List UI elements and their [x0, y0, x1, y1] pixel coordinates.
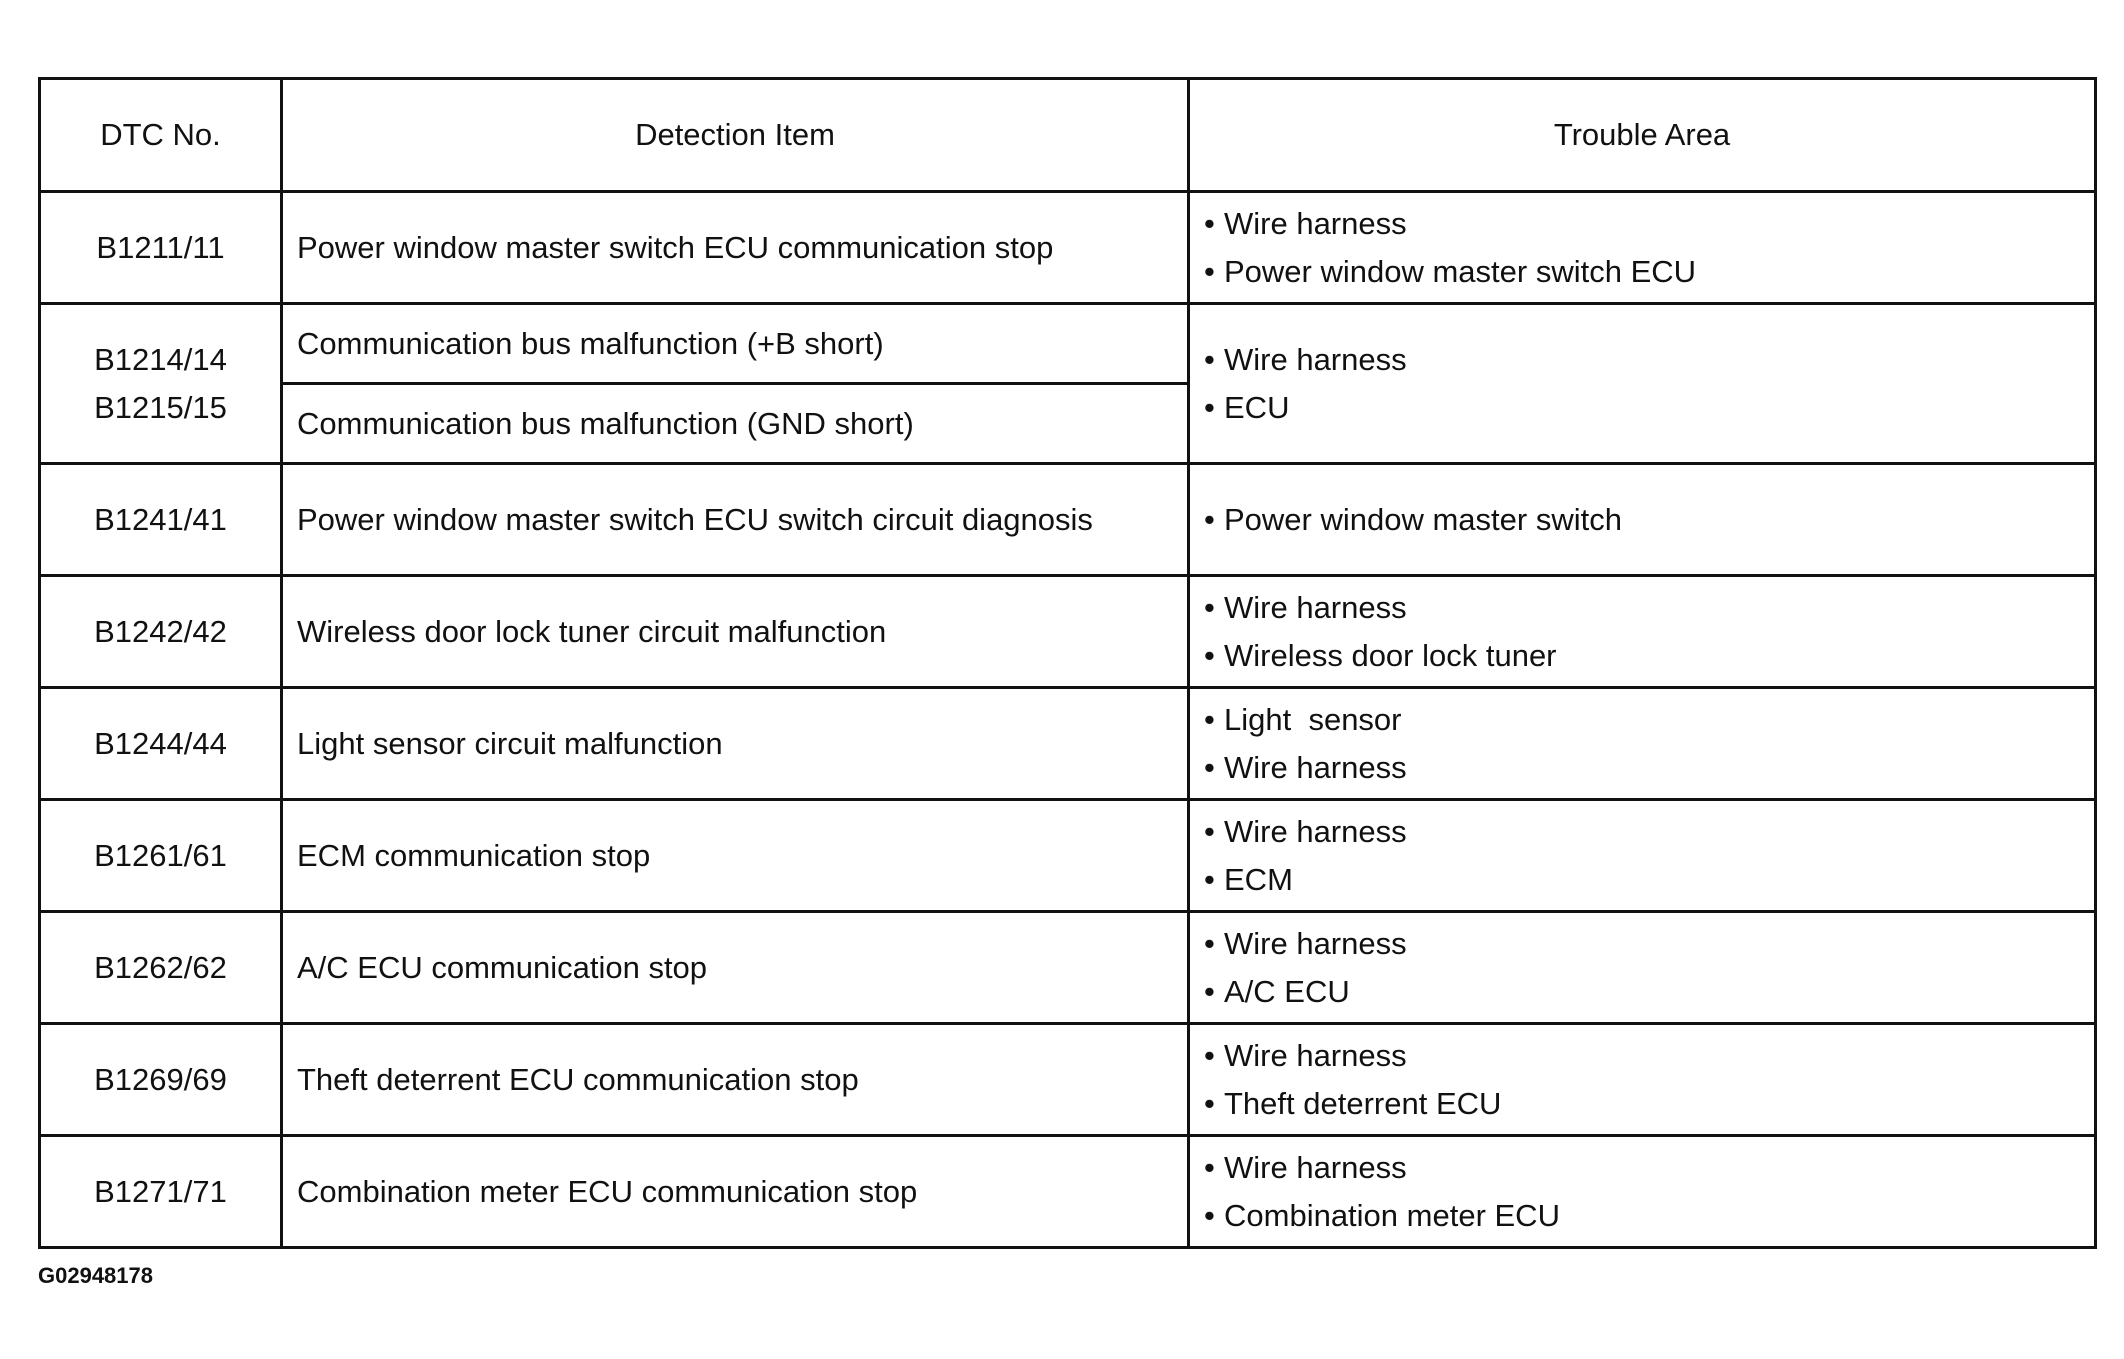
dtc-code: B1244/44	[40, 688, 282, 800]
trouble-area-item: • Wire harness	[1204, 200, 2094, 248]
detection-item: Communication bus malfunction (+B short)	[282, 304, 1189, 384]
detection-item: A/C ECU communication stop	[282, 912, 1189, 1024]
detection-item: Light sensor circuit malfunction	[282, 688, 1189, 800]
trouble-area	[1189, 1136, 2096, 1248]
dtc-table	[38, 77, 2097, 1249]
trouble-area	[1189, 912, 2096, 1024]
trouble-area-item: • Power window master switch	[1204, 496, 2094, 544]
dtc-code: B1211/11	[40, 192, 282, 304]
trouble-area-item: • A/C ECU	[1204, 968, 2094, 1016]
trouble-area	[1189, 576, 2096, 688]
table-header-row	[40, 79, 2096, 192]
table-row	[40, 1024, 2096, 1136]
trouble-area-item: • ECM	[1204, 856, 2094, 904]
trouble-area-item: • Wire harness	[1204, 808, 2094, 856]
trouble-area-item: • Power window master switch ECU	[1204, 248, 2094, 296]
trouble-area-item: • Wire harness	[1204, 584, 2094, 632]
trouble-area-item: • Combination meter ECU	[1204, 1192, 2094, 1240]
table-row	[40, 576, 2096, 688]
dtc-code: B1262/62	[40, 912, 282, 1024]
table-row	[40, 688, 2096, 800]
dtc-code: B1269/69	[40, 1024, 282, 1136]
trouble-area-item: • Wire harness	[1204, 1032, 2094, 1080]
trouble-area-item: • Wire harness	[1204, 920, 2094, 968]
table-row	[40, 1136, 2096, 1248]
table-row	[40, 304, 2096, 384]
detection-item: Communication bus malfunction (GND short)	[282, 384, 1189, 464]
header-trouble-area: Trouble Area	[1189, 79, 2096, 192]
trouble-area-item: • Light sensor	[1204, 696, 2094, 744]
figure-id: G02948178	[38, 1263, 153, 1288]
trouble-area	[1189, 464, 2096, 576]
trouble-area	[1189, 1024, 2096, 1136]
header-dtc: DTC No.	[40, 79, 282, 192]
detection-item: Combination meter ECU communication stop	[282, 1136, 1189, 1248]
table-row	[40, 912, 2096, 1024]
trouble-area	[1189, 192, 2096, 304]
detection-item: Wireless door lock tuner circuit malfunction	[282, 576, 1189, 688]
dtc-code: B1261/61	[40, 800, 282, 912]
table-row	[40, 464, 2096, 576]
table-row	[40, 800, 2096, 912]
detection-item: Power window master switch ECU communication stop	[282, 192, 1189, 304]
trouble-area	[1189, 800, 2096, 912]
trouble-area-item: • Wireless door lock tuner	[1204, 632, 2094, 680]
trouble-area-item: • ECU	[1204, 384, 2094, 432]
table-row	[40, 192, 2096, 304]
trouble-area-item: • Wire harness	[1204, 1144, 2094, 1192]
trouble-area-item: • Wire harness	[1204, 744, 2094, 792]
trouble-area	[1189, 304, 2096, 464]
trouble-area	[1189, 688, 2096, 800]
header-detection-item: Detection Item	[282, 79, 1189, 192]
detection-item: Power window master switch ECU switch circuit diagnosis	[282, 464, 1189, 576]
dtc-code: B1242/42	[40, 576, 282, 688]
detection-item: Theft deterrent ECU communication stop	[282, 1024, 1189, 1136]
dtc-code-line: B1214/14	[94, 341, 227, 377]
trouble-area-item: • Wire harness	[1204, 336, 2094, 384]
dtc-code-line: B1215/15	[94, 389, 227, 425]
dtc-code: B1271/71	[40, 1136, 282, 1248]
detection-item: ECM communication stop	[282, 800, 1189, 912]
dtc-code: B1241/41	[40, 464, 282, 576]
dtc-code	[40, 304, 282, 464]
trouble-area-item: • Theft deterrent ECU	[1204, 1080, 2094, 1128]
